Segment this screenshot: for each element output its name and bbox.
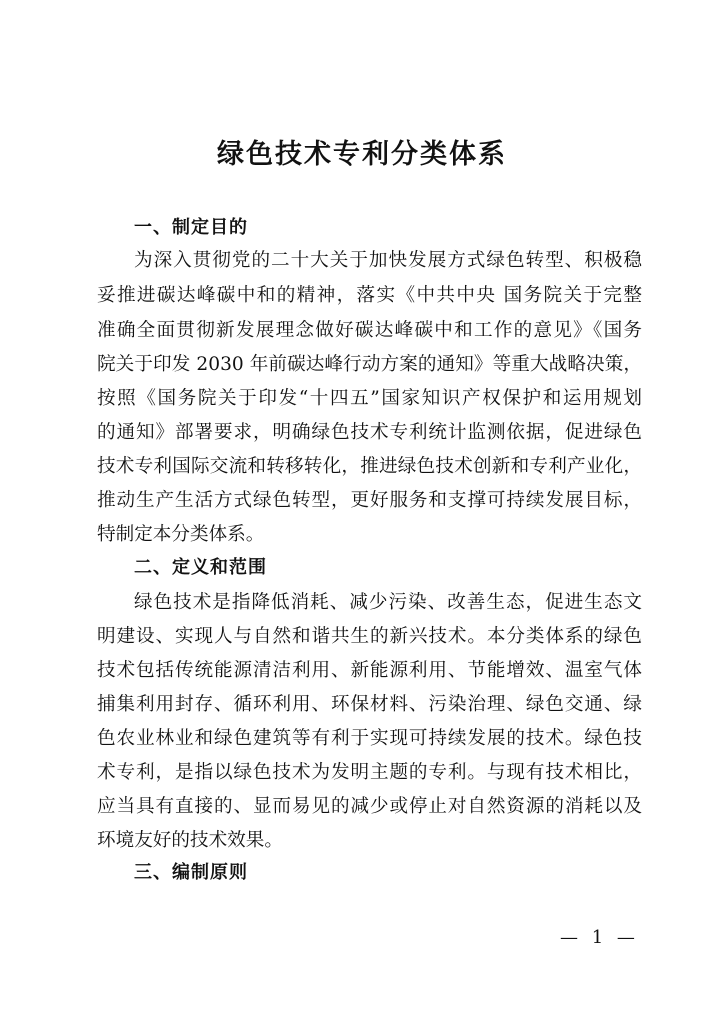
paragraph-line: 妥推进碳达峰碳中和的精神，落实《中共中央 国务院关于完整	[97, 285, 642, 306]
paragraph-line: 术专利，是指以绿色技术为发明主题的专利。与现有技术相比，	[97, 762, 642, 783]
document-title: 绿色技术专利分类体系	[217, 139, 507, 170]
paragraph-line: 特制定本分类体系。	[97, 524, 265, 545]
paragraph-line: 环境友好的技术效果。	[97, 830, 283, 851]
paragraph-line: 技术专利国际交流和转移转化，推进绿色技术创新和专利产业化，	[97, 456, 642, 477]
paragraph-line: 按照《国务院关于印发“十四五”国家知识产权保护和运用规划	[97, 388, 642, 409]
paragraph-line: 为深入贯彻党的二十大关于加快发展方式绿色转型、积极稳	[134, 250, 642, 271]
paragraph-line: 捕集利用封存、循环利用、环保材料、污染治理、绿色交通、绿	[97, 694, 642, 715]
section-heading-purpose: 一、制定目的	[134, 217, 248, 238]
paragraph-line: 应当具有直接的、显而易见的减少或停止对自然资源的消耗以及	[97, 796, 642, 817]
paragraph-line: 明建设、实现人与自然和谐共生的新兴技术。本分类体系的绿色	[97, 626, 642, 647]
page-number: — 1 —	[560, 927, 639, 948]
paragraph-line: 技术包括传统能源清洁利用、新能源利用、节能增效、温室气体	[97, 660, 642, 681]
paragraph-line: 院关于印发 2030 年前碳达峰行动方案的通知》等重大战略决策，	[97, 354, 642, 375]
paragraph-line: 的通知》部署要求，明确绿色技术专利统计监测依据，促进绿色	[97, 422, 642, 443]
section-heading-principles: 三、编制原则	[134, 862, 248, 883]
paragraph-line: 准确全面贯彻新发展理念做好碳达峰碳中和工作的意见》《国务	[97, 320, 642, 341]
section-heading-definition: 二、定义和范围	[134, 557, 267, 578]
paragraph-line: 推动生产生活方式绿色转型，更好服务和支撑可持续发展目标，	[97, 490, 642, 511]
paragraph-line: 色农业林业和绿色建筑等有利于实现可持续发展的技术。绿色技	[97, 728, 642, 749]
paragraph-line: 绿色技术是指降低消耗、减少污染、改善生态，促进生态文	[134, 592, 642, 613]
